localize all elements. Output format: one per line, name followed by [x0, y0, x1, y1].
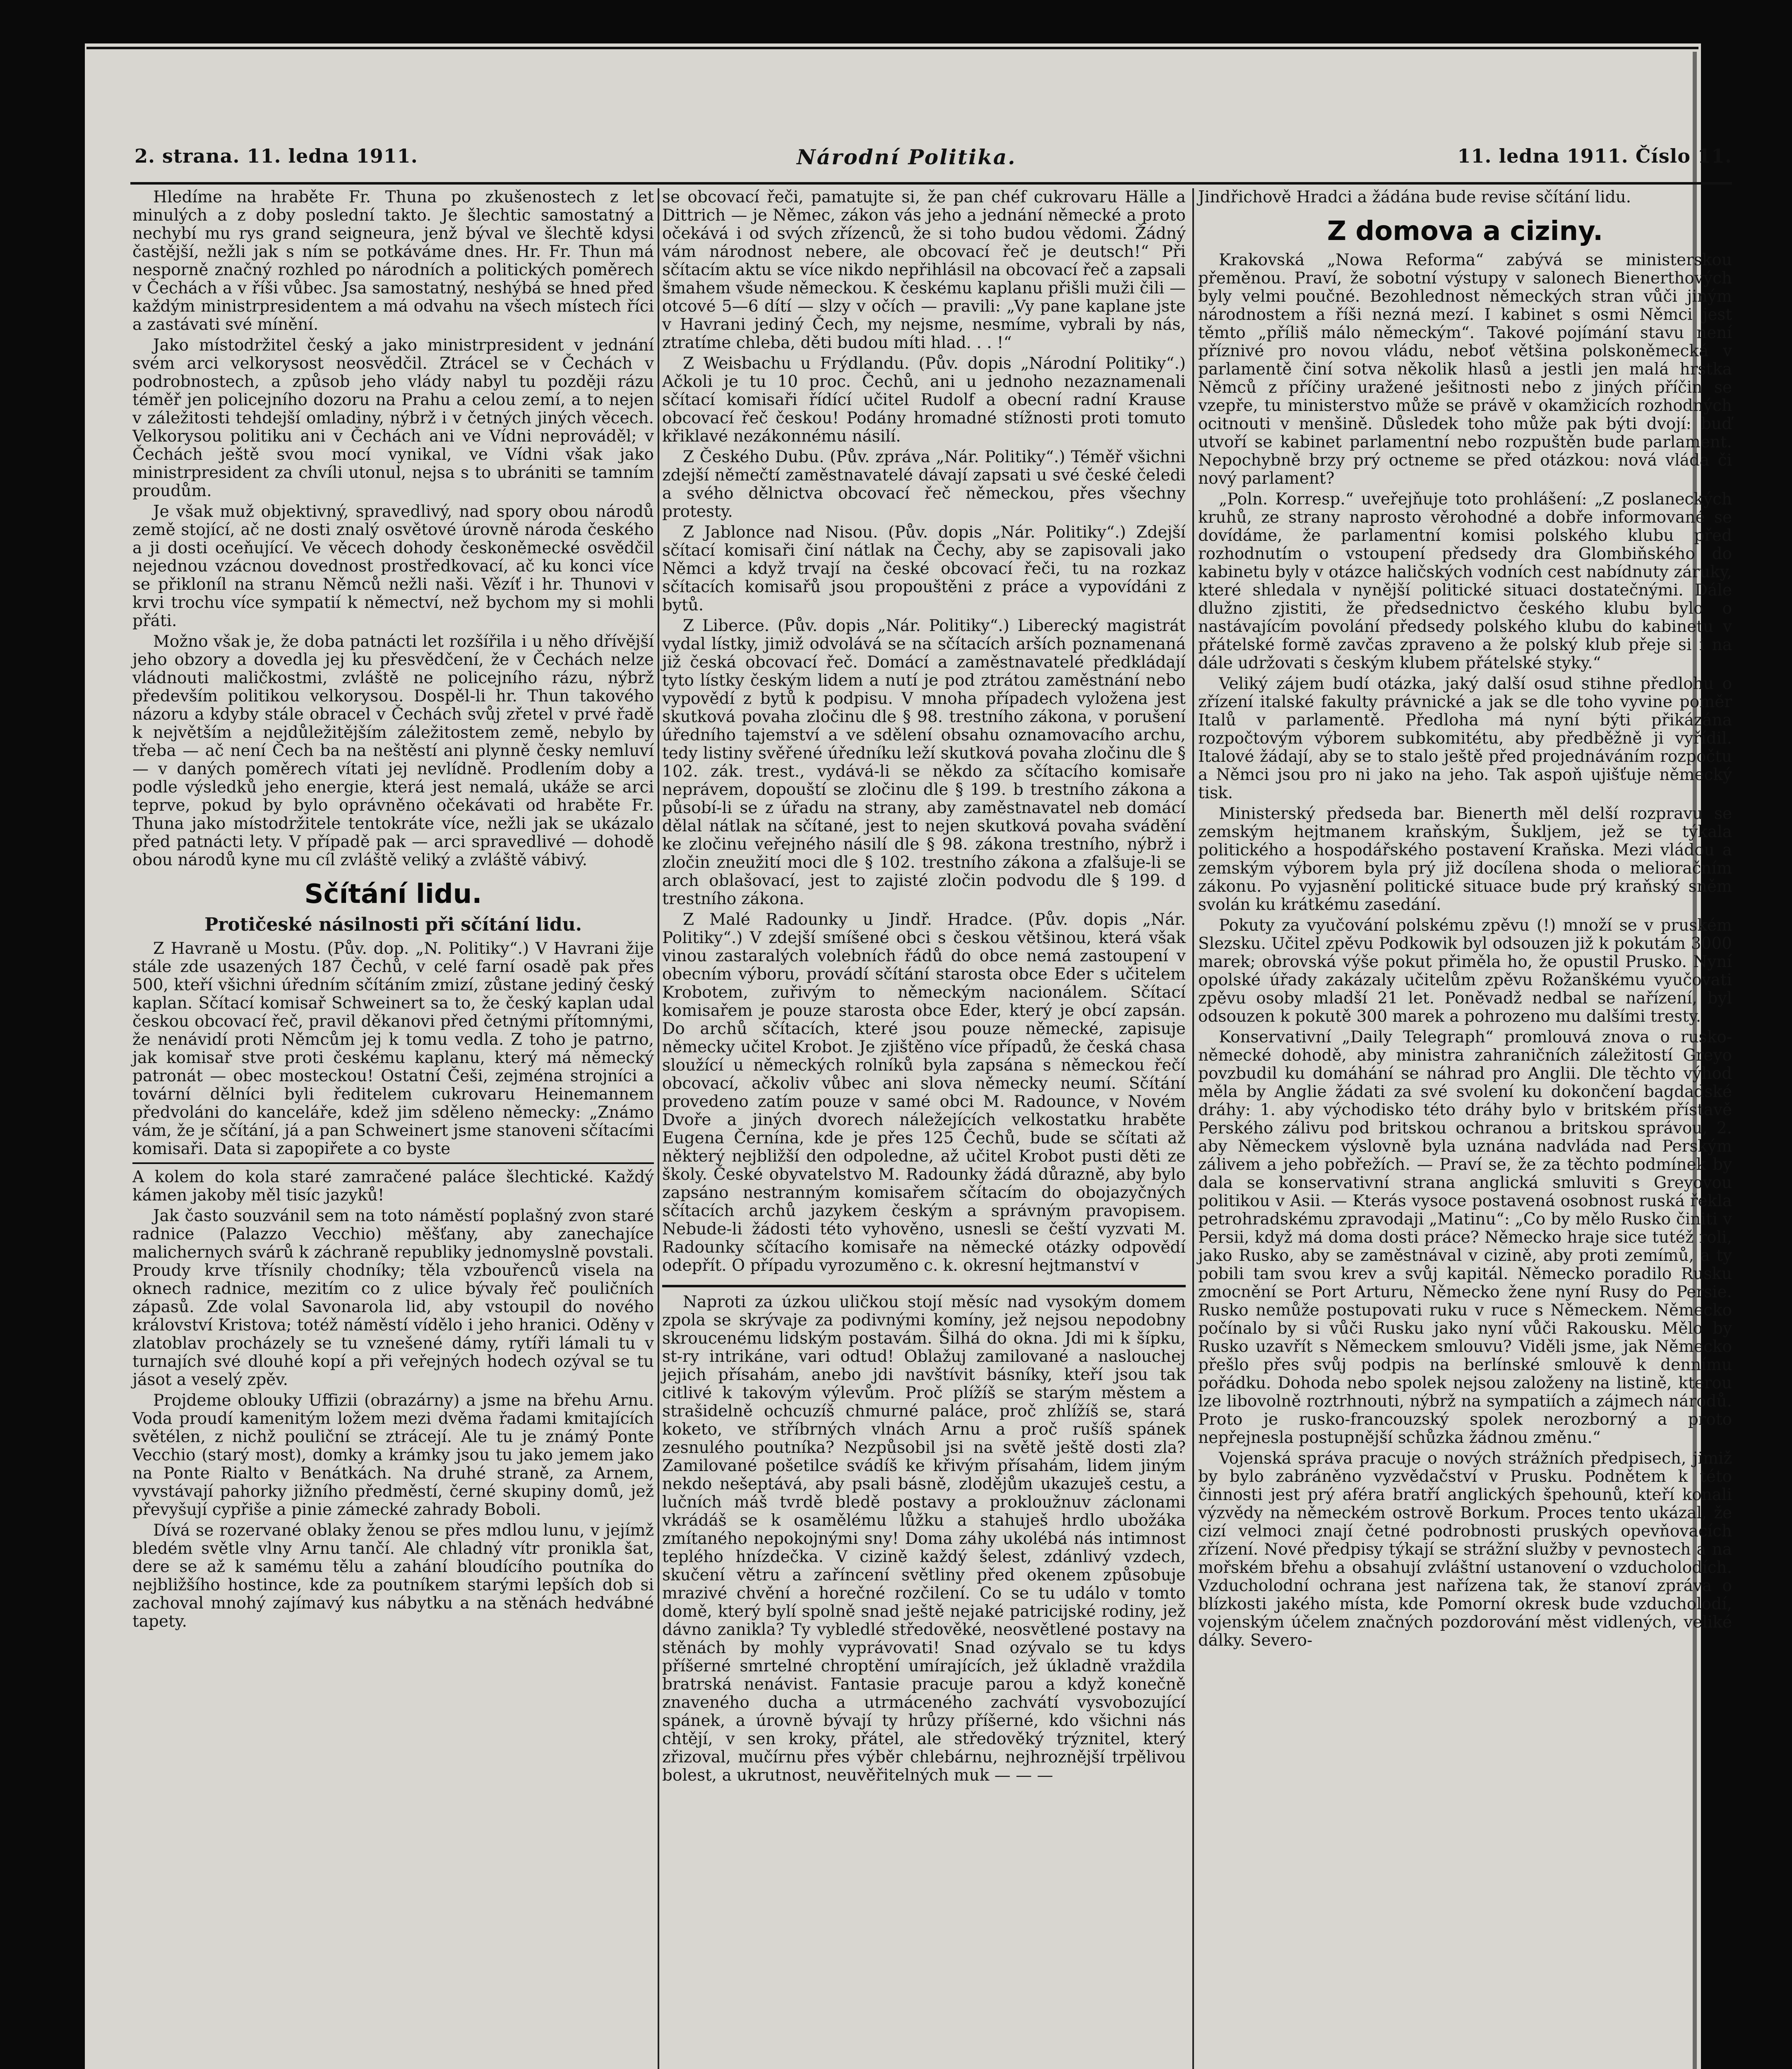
- paragraph: Z Českého Dubu. (Pův. zpráva „Nár. Politiky“.) Téměř všichni zdejší němečtí zaměstnavatelé dávají zapsati u své české čeledi a svého dělnictva obcovací řeč německou, přes všechny protesty.: [662, 448, 1186, 521]
- paragraph: Hledíme na hraběte Fr. Thuna po zkušenostech z let minulých a z doby poslední takto. Je šlechtic samostatný a nechybí mu rys grand seigneura, jenž býval ve šlechtě kdysi častější, nežli jak s ním se potkáváme dnes. Hr. Fr. Thun má nesporně značný rozhled po národních a politických poměrech v Čechách a v říši vůbec. Jsa samostatný, neshýbá se hned před každým ministrpresidentem a má odvahu na všech místech říci a zastávati své mínění.: [132, 188, 654, 334]
- paragraph: Z Jablonce nad Nisou. (Pův. dopis „Nár. Politiky“.) Zdejší sčítací komisaři činí nátlak na Čechy, aby se zapisovali jako Němci a když trvají na české obcovací řeči, tu na rozkaz sčítacích komisařů jsou propouštěni z práce a vypovídáni z bytů.: [662, 523, 1186, 614]
- column-3: [1198, 188, 1732, 2069]
- column-2: [662, 188, 1186, 2069]
- page-edge-top: [86, 47, 1698, 49]
- paragraph: Z Weisbachu u Frýdlandu. (Pův. dopis „Národní Politiky“.) Ačkoli je tu 10 proc. Čechů, ani u jednoho nezaznamenali sčítací komisaři řídící učitel Rudolf a obecní radní Krause obcovací řeč českou! Podány hromadné stížnosti proti tomuto křiklavé nezákonnému násilí.: [662, 354, 1186, 446]
- masthead-title: Národní Politika.: [797, 145, 1016, 169]
- paragraph: Ministerský předseda bar. Bienerth měl delší rozpravu se zemským hejtmanem kraňským, Šukljem, jež se týkala politického a hospodářského postavení Kraňska. Mezi vládou a zemským výborem byla prý již docílena shoda o melioračním zákonu. Po vyjasnění politické situace bude prý kraňský sněm svolán ku krátkému zasedání.: [1198, 804, 1732, 914]
- paragraph: Veliký zájem budí otázka, jaký další osud stihne předlohu o zřízení italské fakulty právnické a jak se dle toho vyvine poměr Italů v parlamentě. Předloha má nyní býti přikázána rozpočtovým výborem subkomitétu, aby předběžně ji vyřídil. Italové žádají, aby se to stalo ještě před projednáváním rozpočtu a Němci jsou pro ni jako na jeho. Tak aspoň ujišťuje německý tisk.: [1198, 674, 1732, 802]
- paragraph: Z Havraně u Mostu. (Pův. dop. „N. Politiky“.) V Havrani žije stále zde usazených 187 Čechů, v celé farní osadě pak přes 500, kteří všichni úředním sčítáním zmizí, zůstane jediný český kaplan. Sčítací komisař Schweinert sa to, že český kaplan udal českou obcovací řeč, pravil děkanovi před četnými přítomnými, že nenávidí proti Němcům jej k tomu vedla. Z toho je patrno, jak komisař stve proti českému kaplanu, který má německý patronát — obec mosteckou! Ostatní Češi, zejména strojníci a tovární dělníci byli ředitelem cukrovaru Heinemannem předvoláni do kanceláře, kdež jim sděleno německy: „Známo vám, že je sčítání, já a pan Schweinert jsme stanoveni sčítacími komisaři. Data si zapopiřete a co byste: [132, 939, 654, 1158]
- column-rule-2: [1192, 188, 1194, 2069]
- section-heading: Z domova a ciziny.: [1327, 216, 1603, 247]
- paragraph: Jak často souzvánil sem na toto náměstí poplašný zvon staré radnice (Palazzo Vecchio) měšťany, aby zanechajíce malichernych svárů k záchraně republiky jednomyslně povstali. Proudy krve třísnily chodníky; těla vzbouřenců visela na oknech radnice, mezitím co z ulice bývaly řeč pouličních zápasů. Zde volal Savonarola lid, aby vstoupil do nového království Kristova; totéž náměstí vídělo i jeho hranici. Oděny v zlatoblav procházely se tu vznešené dámy, rytíři lámali tu v turnajích své dlouhé kopí a při veřejných hodech ozýval se tu jásot a veselý zpěv.: [132, 1207, 654, 1389]
- paragraph: Projdeme oblouky Uffizii (obrazárny) a jsme na břehu Arnu. Voda proudí kamenitým ložem mezi dvěma řadami kmitajících světélen, z nichž pouliční se ztrácejí. Ale tu je známý Ponte Vecchio (starý most), domky a krámky jsou tu jako jemem jako na Ponte Rialto v Benátkách. Na druhé straně, za Arnem, vyvstávají pahorky jižního předměstí, černé skupiny domů, jež převyšují cypřiše a pinie zámecké zahrady Boboli.: [132, 1391, 654, 1519]
- paragraph: se obcovací řeči, pamatujte si, že pan chéf cukrovaru Hälle a Dittrich — je Němec, zákon vás jeho a jednání německé a proto očekává i od svých zřízenců, že si toho budou vědomi. Žádný vám národnost nebere, ale obcovací řeč je deutsch!“ Při sčítacím aktu se více nikdo nepřihlásil na obcovací řeč a zapsali šmahem všude německou. K českému kaplanu přišli muži čili — otcové 5—6 dítí — slzy v očích — pravili: „Vy pane kaplane jste v Havrani jediný Čech, my nejsme, nesmíme, vybrali by nás, ztratíme chleba, děti budou míti hlad. . . !“: [662, 188, 1186, 352]
- feuilleton-divider: [662, 1285, 1186, 1287]
- paragraph: Jako místodržitel český a jako ministrpresident v jednání svém arci velkorysost neosvědčil. Ztrácel se v Čechách v podrobnostech, a způsob jeho vlády nabyl tu později rázu téměř jen policejního dozoru na Prahu a celou zemí, a to nejen v záležitosti tehdejší omladiny, nýbrž i v četných jiných věcech. Velkorysou politiku ani v Čechách ani ve Vídni neprováděl; v Čechách ještě svou mocí vynikal, ve Vídni však jako ministrpresident za chvíli utonul, nejsa s to ubrániti se tamním proudům.: [132, 336, 654, 500]
- header-rule: [130, 182, 1732, 185]
- article-heading: Protičeské násilnosti při sčítání lidu.: [204, 914, 582, 935]
- paragraph: Z Liberce. (Pův. dopis „Nár. Politiky“.) Liberecký magistrát vydal lístky, jimiž odvolává se na sčítacích arších poznamenaná již česká obcovací řeč. Domácí a zaměstnavatelé předkládají tyto lístky českým lidem a nutí je pod ztrátou zaměstnání nebo vypovědí z bytů k podpisu. V mnoha případech vyložena jest skutková povaha zločinu dle § 98. trestního zákona, v porušení úředního tajemství a ve sdělení obsahu oznamovacího archu, tedy listiny svěřené úředníku leží skutková povaha zločinu dle § 102. zák. trest., vydává-li se někdo za sčítacího komisaře neprávem, dopouští se zločinu dle § 199. b trestního zákona a působí-li se z úřadu na strany, aby zaměstnavatel neb domácí dělal nátlak na sčítané, jest to nejen skutková povaha svádění ke zločinu veřejného násilí dle § 98. zákona trestního, nýbrž i zločin zneužití moci dle § 102. trestního zákona a zfalšuje-li se arch oblašovací, jest to zajisté zločin podvodu dle § 199. d trestního zákona.: [662, 617, 1186, 908]
- paragraph: Jindřichově Hradci a žádána bude revise sčítání lidu.: [1198, 188, 1631, 206]
- paragraph: Z Malé Radounky u Jindř. Hradce. (Pův. dopis „Nár. Politiky“.) V zdejší smíšené obci s českou většinou, která však vinou zastaralých volebních řádů do obce nemá zastoupení v obecním výboru, provádí sčítání starosta obce Eder s učitelem Krobotem, zuřivým to německým nacionálem. Sčítací komisařem je pouze starosta obce Eder, který je obcí zapsán. Do archů sčítacích, které jsou pouze německé, zapisuje německy učitel Krobot. Je zjištěno více případů, že česká chasa sloužící u německých rolníků byla zapsána s německou řečí obcovací, ačkoliv vůbec ani slova německy neumí. Sčítání provedeno zatím pouze v samé obci M. Radounce, v Novém Dvoře a jiných dvorech náležejících velkostatku hraběte Eugena Černína, kde je přes 125 Čechů, bude se sčítati až některý nejbližší den odpoledne, až učitel Krobot pusti děti ze školy. České obyvatelstvo M. Radounky žádá důrazně, aby bylo zapsáno nestranným komisařem sčítacím do obojazyčných sčítacích archů jazykem českým a správným pravopisem. Nebude-li žádosti této vyhověno, usnesli se čeští vyzvati M. Radounky sčítacího komisaře na německé otázky odpovědí odepřít. O případu vyrozuměno c. k. okresní hejtmanství v: [662, 910, 1186, 1275]
- newspaper-page: [85, 43, 1732, 2069]
- paragraph: Naproti za úzkou uličkou stojí měsíc nad vysokým domem zpola se skrývaje za podivnými komíny, jež nejsou nepodobny skroucenému lidským postavám. Šilhá do okna. Jdi mi k šípku, st-ry intrikáne, vari odtud! Oblažuj zamilované a naslouchej jejich přísahám, anebo jdi navštívit básníky, kteří jsou tak citlivé k takovým výlevům. Proč plížíš se starým městem a strašidelně ochcuzíš chmurné paláce, proč zhlížíš se, stará koketo, ve stříbrných vlnách Arnu a proč rušíš spánek zesnulého poutníka? Nezpůsobil jsi na světě ještě dosti zla? Zamilované pošetilce svádíš ke křivým přísahám, lidem jiným nekdo nešeptává, aby psali básně, zlodějům ukazuješ cestu, a lučních máš tvrdě bledě postavy a prokloužnuv záclonami vkrádáš se k osamělému lůžku a stahuješ hrdlo ubožáka zmítaného nepokojnými sny! Doma záhy ukolébá nás intimnost teplého hnízdečka. V cizině každý šelest, zdánlivý vzdech, skučení větru a zaříncení světliny před okenem způsobuje mrazivé chvění a horečné rozčilení. Co se tu událo v tomto domě, který bylí spolně snad ještě nejaké patricijské rodiny, jež dávno zanikla? Ty vybledlé středověké, neosvětlené postavy na stěnách by mohly vyprávovati! Snad ozývalo se tu kdys příšerné smrtelné chroptění umírajících, jež úkladně vraždila bratrská nenávist. Fantasie pracuje parou a když konečně znaveného ducha a utrmáceného zachvátí vysvobozující spánek, a úrovně bývají ty hrůzy příšerné, kdo všichni nás chtějí, v sen kroky, přátel, ale středověký trýznitel, který zřizoval, mučírnu přes výběr chlebárnu, nejhroznější trpělivou bolest, a ukrutnost, neuvěřitelných muk — — —: [662, 1293, 1186, 1785]
- paragraph: „Poln. Korresp.“ uveřejňuje toto prohlášení: „Z poslaneckých kruhů, ze strany naprosto věrohodné a dobře informované se dovídáme, že parlamentní komisi polského klubu před rozhodnutím o vstoupení předsedy dra Glombiňského do kabinetu byly v otázce haličských vodních cest nabídnuty záruky, které shledala v nynější politické situaci dostatečnými. Dále dlužno zjistiti, že předsednictvo českého klubu bylo o nastávajícím povolání předsedy polského klubu do kabinetu v přátelské formě zavčas zpraveno a že polský klub přeje si i na dále udržovati s českým klubem přátelské styky.“: [1198, 490, 1732, 672]
- column-rule-1: [658, 188, 659, 2069]
- paragraph: Vojenská správa pracuje o nových strážních předpisech, jimiž by bylo zabráněno vyzvědačství v Prusku. Podnětem k této činnosti jest prý aféra bratří anglických špehounů, kteří konali výzvědy na německém ostrově Borkum. Proces tento ukázal, že cizí velmoci znají četné podrobnosti pruských opevňovacích zřízení. Nové předpisy týkají se strážní služby v pevnostech a na mořském břehu a obsahují zvláštní ustanovení o vzducholodích. Vzducholodní ochrana jest nařízena tak, že stanoví zpráva o blízkosti jakého místa, kde Pomorní okresk bude vzducholodí, vojenským účelem značných pozdorování měst vidlených, veliké dálky. Severo-: [1198, 1449, 1732, 1650]
- column-1: [132, 188, 654, 2069]
- header-page-date: 2. strana. 11. ledna 1911.: [135, 145, 418, 167]
- paragraph: Dívá se rozervané oblaky ženou se přes mdlou lunu, v jejímž bledém světle vlny Arnu tančí. Ale chladný vítr pronikla šat, dere se až k samému tělu a zahání bloudícího poutníka do nejbližšího hostince, kde za poutníkem starými lepších dob si zachoval mnohý zajímavý kus nábytku a na stěnách hedvábné tapety.: [132, 1521, 654, 1631]
- section-heading: Sčítání lidu.: [304, 879, 482, 910]
- paragraph: Je však muž objektivný, spravedlivý, nad spory obou národů země stojící, ač ne dosti znalý osvětové úrovně národa českého a ji dosti oceňující. Ve věcech dohody českoněmecké osvědčil nejednou vzácnou dovednost prostředkovací, ač ku konci více se přikloníl na stranu Němců nežli naši. Vězíť i hr. Thunovi v krvi trochu více sympatií k němectví, než bychom my si mohli přáti.: [132, 502, 654, 630]
- paragraph: Pokuty za vyučování polskému zpěvu (!) množí se v pruském Slezsku. Učitel zpěvu Podkowik byl odsouzen již k pokutám 3000 marek; obrovská výše pokut přiměla ho, že opustil Prusko. Nyní opolské úřady zakázaly učitelům zpěvu Rožanškému vyučovati zpěvu osoby mladší 21 let. Poněvadž nedbal se nařízení, byl odsouzen k pokutě 300 marek a pohrozeno mu dalšími tresty.: [1198, 916, 1732, 1026]
- divider: [132, 1162, 654, 1164]
- page-header: [135, 145, 1732, 178]
- paragraph: Možno však je, že doba patnácti let rozšířila i u něho dřívější jeho obzory a dovedla jej ku přesvědčení, že v Čechách nelze vládnouti maličkostmi, zvláště ne policejního rázu, nýbrž především politikou velkorysou. Dospěl-li hr. Thun takového názoru a kdyby stále obracel v Čechách svůj zřetel v prvé řadě k největším a nejdůležitějším záležitostem země, nebylo by třeba — ač není Čech ba na neštěstí ani plynně česky nemluví — v daných poměrech vítati jej nevlídně. Prodlením doby a podle výsledků jeho energie, která jest nemalá, ukáže se arci teprve, pokud by bylo oprávněno očekávati od hraběte Fr. Thuna jako místodržitele tentokráte více, nežli jak se ukázalo před patnácti lety. V případě pak — arci spravedlivé — dohodě obou národů kyne mu cíl zvláště veliký a zvláště vábivý.: [132, 632, 654, 869]
- header-issue-number: 11. ledna 1911. Číslo 11.: [1457, 145, 1732, 167]
- paragraph: Konservativní „Daily Telegraph“ promlouvá znova o rusko-německé dohodě, aby ministra zahraničních záležitostí Greyo povzbudil ku domáhání se náhrad pro Anglii. Dle těchto výhod měla by Anglie žádati za své svolení ku dokončení bagdadské dráhy: 1. aby východisko této dráhy bylo v britském přístavě Perského zálivu pod britskou ochranou a britskou správou, 2. aby Německem výslovně byla uznána nadvláda nad Perským zálivem a jeho pobřežích. — Praví se, že za těchto podmínek by dala se konservativní strana anglická smluviti s Greyovou politikou v Asii. — Kterás vysoce postavená osobnost ruská řekla petrohradskému zpravodaji „Matinu“: „Co by mělo Rusko činiti v Persii, když má doma dosti práce? Německo hraje sice tutéž roli, jako Rusko, aby se zaměstnával v cizině, aby proti zemímů, a ty pobili tam svou krev a svůj kapitál. Německo poradilo Rusku zmocnění se Port Arturu, Německo žene nyní Rusy do Persie. Rusko nemůže postupovati ruku v ruce s Německem. Německo počínalo by si vůči Rusku jako nyní vůči Rakousku. Mělo by Rusko uzavřít s Německem smlouvu? Viděli jsme, jak Německo přešlo přes svůj podpis na berlínské smlouvě k dennímu pořádku. Dohoda nebo spolek nejsou založeny na listině, kterou lze libovolně roztrhnouti, nýbrž na sympatiích a zájmech národů. Proto je rusko-francouzský spolek nerozborný a proto nepřejnesla postupnější schůzka žádnou změnu.“: [1198, 1028, 1732, 1447]
- paragraph: A kolem do kola staré zamračené paláce šlechtické. Každý kámen jakoby měl tisíc jazyků!: [132, 1168, 654, 1205]
- paragraph: Krakovská „Nowa Reforma“ zabývá se ministerskou přeměnou. Praví, že sobotní výstupy v salonech Bienerthových byly velmi poučné. Bezohlednost německých stran vůči jiným národnostem a říši nezná mezí. I kabinet s osmi Němci jest těmto „příliš málo německým“. Takové pojímání stavu není příznivé pro novou vládu, neboť většina polskoněmecká v parlamentě činí sotva několik hlasů a jestli jen malá hrstka Němců z příčiny uražené ješitnosti nebo z jiných příčin se vzepře, tu ministerstvo může se právě v okamžicích rozhodných ocitnouti v menšině. Důsledek toho může pak býti dvojí: buď utvoří se kabinet parlamentní nebo rozpuštěn bude parlament. Nepochybně brzy prý octneme se před otázkou: nová vláda či nový parlament?: [1198, 251, 1732, 488]
